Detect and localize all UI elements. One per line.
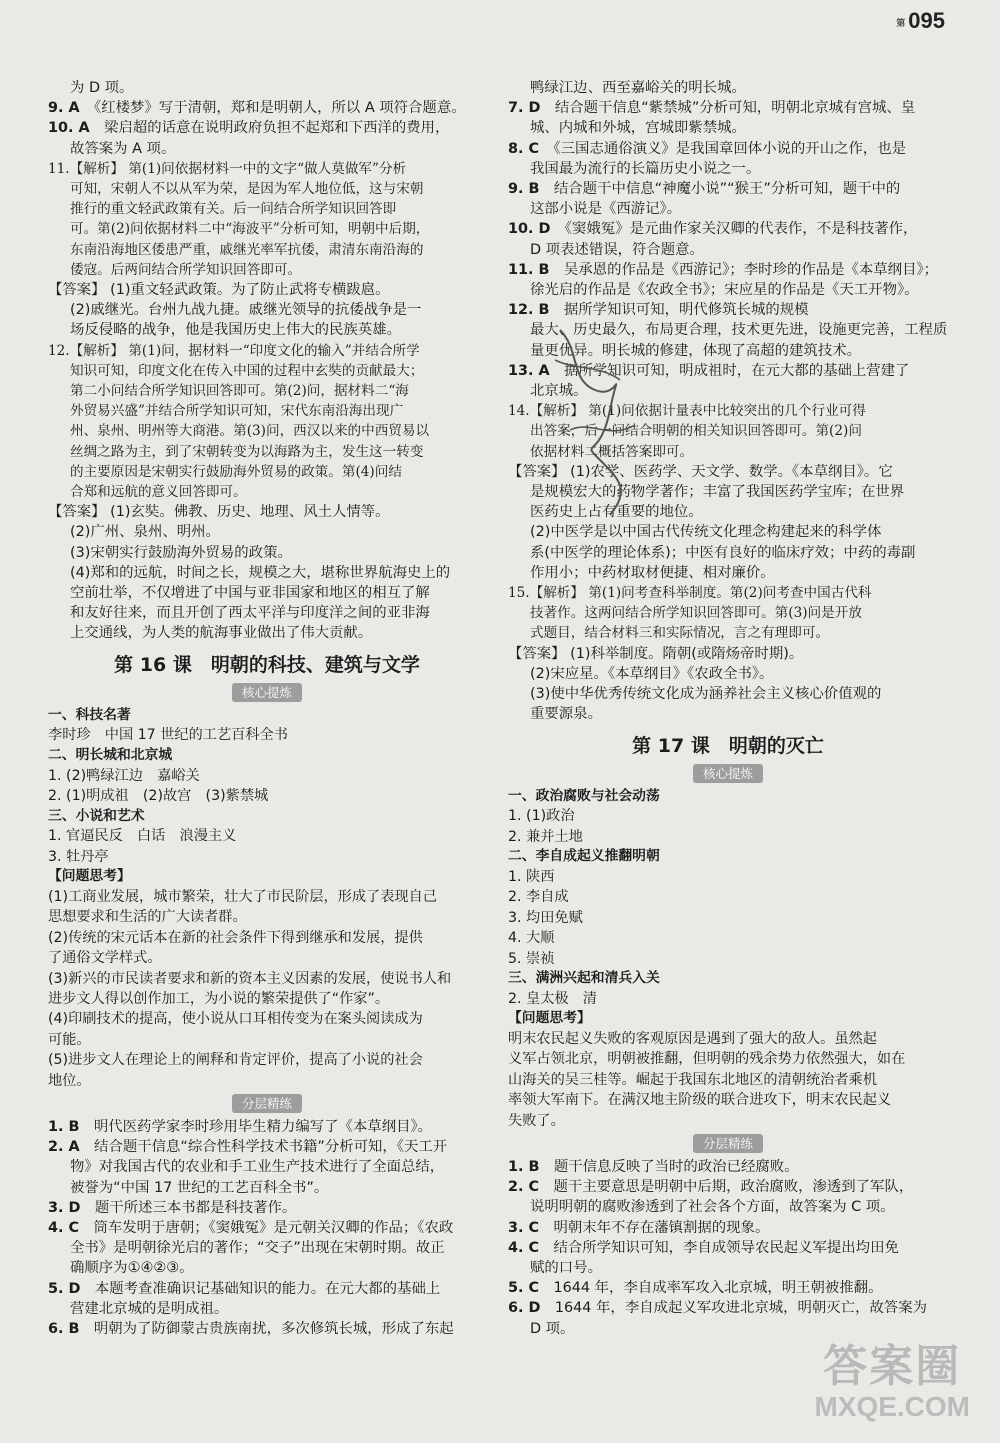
text-line: 出答案，后一问结合明朝的相关知识回答即可。第(2)问 [530,423,862,440]
answer-text: 《窦娥冤》是元曲作家关汉卿的代表作，不是科技著作， [564,221,918,238]
text-line: 系(中医学的理论体系)；中医有良好的临床疗效；中药的毒副 [530,544,916,561]
answer-text: D 项表述错误，符合题意。 [530,241,704,258]
text-line: 11.【解析】 第(1)问依据材料一中的文字“做人莫做军”分析 [48,160,407,177]
q14-analysis [508,401,948,462]
answer-line [508,1238,948,1258]
answer-line [508,1218,948,1238]
text-line: (2)戚继光。台州九战九捷。戚继光领导的抗倭战争是一 [70,302,422,319]
answer-text: 题干所述三本书都是科技著作。 [94,1199,297,1216]
lesson17-core [508,787,948,1131]
body-line: 思想要求和生活的广大读者群。 [48,909,247,926]
answer-label: 1. B [48,1118,80,1135]
core-pill-16: 核心提炼 [232,683,302,702]
text-line: 知识可知，印度文化在传入中国的过程中玄奘的贡献最大； [70,362,424,379]
body-line: 4. 大顺 [508,930,555,947]
answer-line [508,139,948,159]
text-line: 合郑和远航的意义回答即可。 [70,484,247,501]
answer-line [508,1197,948,1217]
answer-label: 9. B [508,181,540,198]
answer-text: 徐光启的作品是《农政全书》；宋应星的作品是《天工开物》。 [530,282,919,299]
watermark-logo: 答案圈 [823,1341,962,1392]
section-heading: 一、政治腐败与社会动荡 [508,787,660,804]
answer-line [48,1218,486,1238]
text-line: 东南沿海地区倭患严重，戚继光率军抗倭，肃清东南沿海的 [70,241,424,258]
body-line: 明末农民起义失败的客观原因是遇到了强大的敌人。虽然起 [508,1030,877,1047]
section-heading: 一、科技名著 [48,706,131,723]
q11-answer [48,280,486,341]
text-line: (4)郑和的远航，时间之长，规模之大，堪称世界航海史上的 [70,564,451,581]
body-line: 1. 官逼民反 白话 浪漫主义 [48,828,237,845]
answer-line [508,1278,948,1298]
answer-text: 梁启超的话意在说明政府负担不起郑和下西洋的费用， [104,120,450,137]
answer-text: D 项。 [530,1320,575,1337]
answer-text: 1644 年，李自成率军攻入北京城，明王朝被推翻。 [553,1280,883,1297]
text-line: 和友好往来，而且开创了西太平洋与印度洋之间的亚非海 [70,605,430,622]
answer-line [508,98,948,118]
text-line: 医药史上占有重要的地位。 [530,504,703,521]
text-line: 的主要原因是宋朝实行鼓励海外贸易的政策。第(4)问结 [70,463,402,480]
q15-answer [508,644,948,725]
text-line: (2)宋应星。《本草纲目》《农政全书》。 [530,665,774,682]
answer-text: 题干主要意思是明朝中后期，政治腐败，渗透到了军队， [553,1179,914,1196]
body-line: 李时珍 中国 17 世纪的工艺百科全书 [48,727,288,744]
section-heading: 【问题思考】 [48,868,131,885]
answer-text: 吴承恩的作品是《西游记》；李时珍的作品是《本草纲目》； [563,261,939,278]
section-heading: 三、满洲兴起和清兵入关 [508,969,660,986]
answer-line [508,219,948,239]
answer-label: 10. A [48,120,90,137]
answer-text: 营建北京城的是明成祖。 [70,1300,229,1317]
answer-text: 明朝末年不存在藩镇割据的现象。 [553,1219,770,1236]
answer-label: 5. D [48,1280,81,1297]
answer-label: 4. C [48,1219,80,1236]
watermark [814,1343,970,1423]
answer-label: 10. D [508,221,551,238]
text-line: 【答案】 (1)农学、医药学、天文学、数学。《本草纲目》。它 [508,463,893,480]
answer-line [48,1279,486,1299]
answer-text: 明代医药学家李时珍用毕生精力编写了《本草纲目》。 [93,1118,433,1135]
right-column [508,78,948,1339]
text-line: 式题目，结合材料三和实际情况，言之有理即可。 [530,625,830,642]
answer-line [508,199,948,219]
answer-line [508,1157,948,1177]
q15-analysis [508,583,948,644]
answer-label: 2. A [48,1139,80,1156]
text-line: 重要源泉。 [530,706,602,723]
answer-label: 6. D [508,1300,541,1317]
answer-line [508,179,948,199]
section-heading: 二、李自成起义推翻明朝 [508,848,660,865]
q11-analysis [48,159,486,280]
answer-label: 5. C [508,1280,540,1297]
answer-text: 物》对我国古代的农业和手工业生产技术进行了全面总结， [70,1159,445,1176]
page-number-value: 095 [908,8,945,33]
answer-line [508,381,948,401]
body-line: 1. 陕西 [508,868,555,885]
answer-text: 筒车发明于唐朝；《窦娥冤》是元朝关汉卿的作品；《农政 [93,1219,454,1236]
answer-line [508,240,948,260]
section-heading: 二、明长城和北京城 [48,746,173,763]
answer-text: 结合题干信息“紫禁城”分析可知，明朝北京城有宫城、皇 [554,100,916,117]
body-line: 2. (1)明成祖 (2)故宫 (3)紫禁城 [48,788,269,805]
answer-text: 为 D 项。 [70,80,134,96]
answer-text: 结合所学知识可知，李自成领导农民起义军提出均田免 [553,1239,899,1256]
answer-text: 鸭绿江边、西至嘉峪关的明长城。 [530,80,746,96]
body-line: 进步文人得以创作加工，为小说的繁荣提供了“作家”。 [48,990,390,1007]
text-line: (2)广州、泉州、明州。 [70,524,220,541]
text-line: 是规模宏大的药物学著作；丰富了我国医药学宝库；在世界 [530,484,905,501]
answer-label: 1. B [508,1158,540,1175]
section-heading: 三、小说和艺术 [48,807,145,824]
text-line: 上交通线，为人类的航海事业做出了伟大贡献。 [70,625,373,642]
text-line: 【答案】 (1)科举制度。隋朝(或隋炀帝时期)。 [508,645,804,662]
q12-analysis [48,341,486,503]
body-line: 1. (1)政治 [508,808,575,825]
body-line: 地位。 [48,1072,91,1089]
answer-text: 确顺序为①④②③。 [70,1260,194,1277]
lesson16-practice [48,1117,486,1339]
answer-line [48,1117,486,1137]
answer-text: 赋的口号。 [530,1259,602,1276]
answer-line [508,341,948,361]
text-line: 【答案】 (1)重文轻武政策。为了防止武将专横跋扈。 [48,282,390,299]
text-line: 12.【解析】 第(1)问，据材料一“印度文化的输入”并结合所学 [48,342,420,359]
answer-text: 《红楼梦》写于清朝，郑和是明朝人，所以 A 项符合题意。 [94,100,466,117]
answer-line [508,300,948,320]
body-line: (4)印刷技术的提高，使小说从口耳相传变为在案头阅读成为 [48,1011,423,1028]
body-line: 失败了。 [508,1112,565,1129]
answer-label: 3. C [508,1219,540,1236]
answer-text: 《三国志通俗演义》是我国章回体小说的开山之作，也是 [553,140,907,157]
text-line: 作用小；中药材取材便捷、相对廉价。 [530,564,775,581]
answer-label: 13. A [508,362,550,379]
text-line: 依据材料二概括答案即可。 [530,443,694,460]
right-top-answers [508,78,948,401]
body-line: (1)工商业发展，城市繁荣，壮大了市民阶层，形成了表现自己 [48,888,437,905]
text-line: 技著作。这两问结合所学知识回答即可。第(3)问是开放 [530,605,862,622]
text-line: 外贸易兴盛”并结合所学知识可知，宋代东南沿海出现广 [70,403,404,420]
answer-line [48,139,486,159]
answer-line [48,118,486,138]
answer-text: 据所学知识可知，明代修筑长城的规模 [563,302,809,319]
text-line: 可知，宋朝人不以从军为荣，是因为军人地位低，这与宋朝 [70,181,424,198]
answer-label: 8. C [508,140,540,157]
answer-line [48,98,486,118]
text-line: (3)使中华优秀传统文化成为涵养社会主义核心价值观的 [530,686,882,703]
answer-line [508,320,948,340]
answer-text: 结合题干中信息“神魔小说”“猴王”分析可知，题干中的 [553,181,901,198]
body-line: (2)传统的宋元话本在新的社会条件下得到继承和发展，提供 [48,929,423,946]
lesson16-title: 第 16 课 明朝的科技、建筑与文学 [114,653,420,676]
answer-text: 题干信息反映了当时的政治已经腐败。 [553,1158,799,1175]
lesson17-practice [508,1157,948,1339]
answer-line [508,1298,948,1318]
text-line: 推行的重文轻武政策有关。后一问结合所学知识回答即 [70,201,397,218]
answer-line [48,1258,486,1278]
text-line: 倭寇。后两问结合所学知识回答即可。 [70,261,302,278]
core-pill-17: 核心提炼 [693,764,763,783]
practice-pill-16: 分层精练 [232,1094,302,1113]
answer-label: 11. B [508,261,550,278]
section-heading: 【问题思考】 [508,1010,591,1027]
answer-label: 9. A [48,100,80,117]
answer-text: 我国最为流行的长篇历史小说之一。 [530,160,761,177]
answer-text: 结合题干信息“综合性科学技术书籍”分析可知，《天工开 [94,1139,448,1156]
answer-label: 2. C [508,1179,540,1196]
body-line: 3. 均田免赋 [508,909,583,926]
answer-line [48,1137,486,1157]
text-line: 【答案】 (1)玄奘。佛教、历史、地理、风土人情等。 [48,504,390,521]
lesson17-title: 第 17 课 明朝的灭亡 [632,734,824,757]
answer-text: 北京城。 [530,383,588,400]
answer-label: 7. D [508,100,541,117]
answer-line [508,1177,948,1197]
answer-line [508,1319,948,1339]
answer-text: 这部小说是《西游记》。 [530,201,682,218]
body-line: 山海关的吴三桂等。崛起于我国东北地区的清朝统治者乘机 [508,1071,877,1088]
body-line: 率领大军南下。在满汉地主阶级的联合进攻下，明末农民起义 [508,1092,892,1109]
answer-line [508,361,948,381]
answer-line [48,1319,486,1339]
answer-text: 明朝为了防御蒙古贵族南扰，多次修筑长城，形成了东起 [93,1321,454,1337]
text-line: 14.【解析】 第(1)问依据计量表中比较突出的几个行业可得 [508,403,866,420]
answer-label: 4. C [508,1239,540,1256]
body-line: 义军占领北京，明朝被推翻，但明朝的残余势力依然强大，如在 [508,1051,906,1068]
answer-label: 12. B [508,302,550,319]
q14-answer [508,462,948,583]
answer-text: 全书》是明朝徐光启的著作；“交子”出现在宋朝时期。故正 [70,1240,445,1257]
text-line: (2)中医学是以中国古代传统文化理念构建起来的科学体 [530,524,882,541]
text-line: 可。第(2)问依据材料二中“海波平”分析可知，明朝中后期， [70,221,430,238]
body-line: 了通俗文学样式。 [48,950,162,967]
practice-pill-17: 分层精练 [693,1134,763,1153]
q12-answer [48,502,486,643]
answer-text: 量更优异。明长城的修建，体现了高超的建筑技术。 [530,342,861,359]
body-line: 2. 兼并土地 [508,828,583,845]
text-line: 15.【解析】 第(1)问考查科举制度。第(2)问考查中国古代科 [508,585,872,602]
text-line: 第二小问结合所学知识回答即可。第(2)问，据材料二“海 [70,383,409,400]
answer-label: 3. D [48,1199,81,1216]
text-line: 场反侵略的战争，他是我国历史上伟大的民族英雄。 [70,322,401,339]
answer-line [48,1157,486,1177]
body-line: 可能。 [48,1031,91,1048]
answer-line [508,280,948,300]
answer-text: 1644 年，李自成起义军攻进北京城，明朝灭亡，故答案为 [554,1300,928,1317]
answer-label: 6. B [48,1321,80,1337]
body-line: 5. 崇祯 [508,950,555,967]
answer-text: 据所学知识可知，明成祖时，在元大都的基础上营建了 [564,362,910,379]
text-line: 丝绸之路为主，到了宋朝转变为以海路为主，发生这一转变 [70,443,424,460]
page-number [896,8,945,34]
body-line: (5)进步文人在理论上的阐释和肯定评价，提高了小说的社会 [48,1052,423,1069]
answer-line [48,1178,486,1198]
answer-line [508,260,948,280]
answer-text: 最大、历史最久，布局更合理，技术更先进，设施更完善，工程质 [530,322,948,339]
answer-line [508,159,948,179]
text-line: 空前壮举，不仅增进了中国与亚非国家和地区的相互了解 [70,585,430,602]
answer-line [48,1198,486,1218]
answer-text: 说明明朝的腐败渗透到了社会各个方面，故答案为 C 项。 [530,1199,895,1216]
body-line: 3. 牡丹亭 [48,848,109,865]
answer-text: 故答案为 A 项。 [70,140,176,157]
left-column [48,78,486,1339]
answer-line [508,118,948,138]
left-top-answers [48,78,486,159]
answer-text: 城、内城和外城，宫城即紫禁城。 [530,120,746,137]
text-line: 州、泉州、明州等大商港。第(3)问，西汉以来的中西贸易以 [70,423,430,440]
body-line: (3)新兴的市民读者要求和新的资本主义因素的发展，使说书人和 [48,970,452,987]
page-number-prefix: 第 [896,17,906,28]
answer-line [508,1258,948,1278]
answer-text: 本题考查准确识记基础知识的能力。在元大都的基础上 [94,1280,441,1297]
answer-line [48,78,486,98]
text-line: (3)宋朝实行鼓励海外贸易的政策。 [70,544,292,561]
answer-line [48,1238,486,1258]
watermark-url: MXQE.COM [814,1391,970,1422]
body-line: 2. 李自成 [508,889,569,906]
answer-text: 被誉为“中国 17 世纪的工艺百科全书”。 [70,1179,329,1196]
answer-line [48,1299,486,1319]
lesson16-core [48,706,486,1091]
answer-line [508,78,948,98]
body-line: 1. (2)鸭绿江边 嘉峪关 [48,767,200,784]
body-line: 2. 皇太极 清 [508,990,597,1007]
